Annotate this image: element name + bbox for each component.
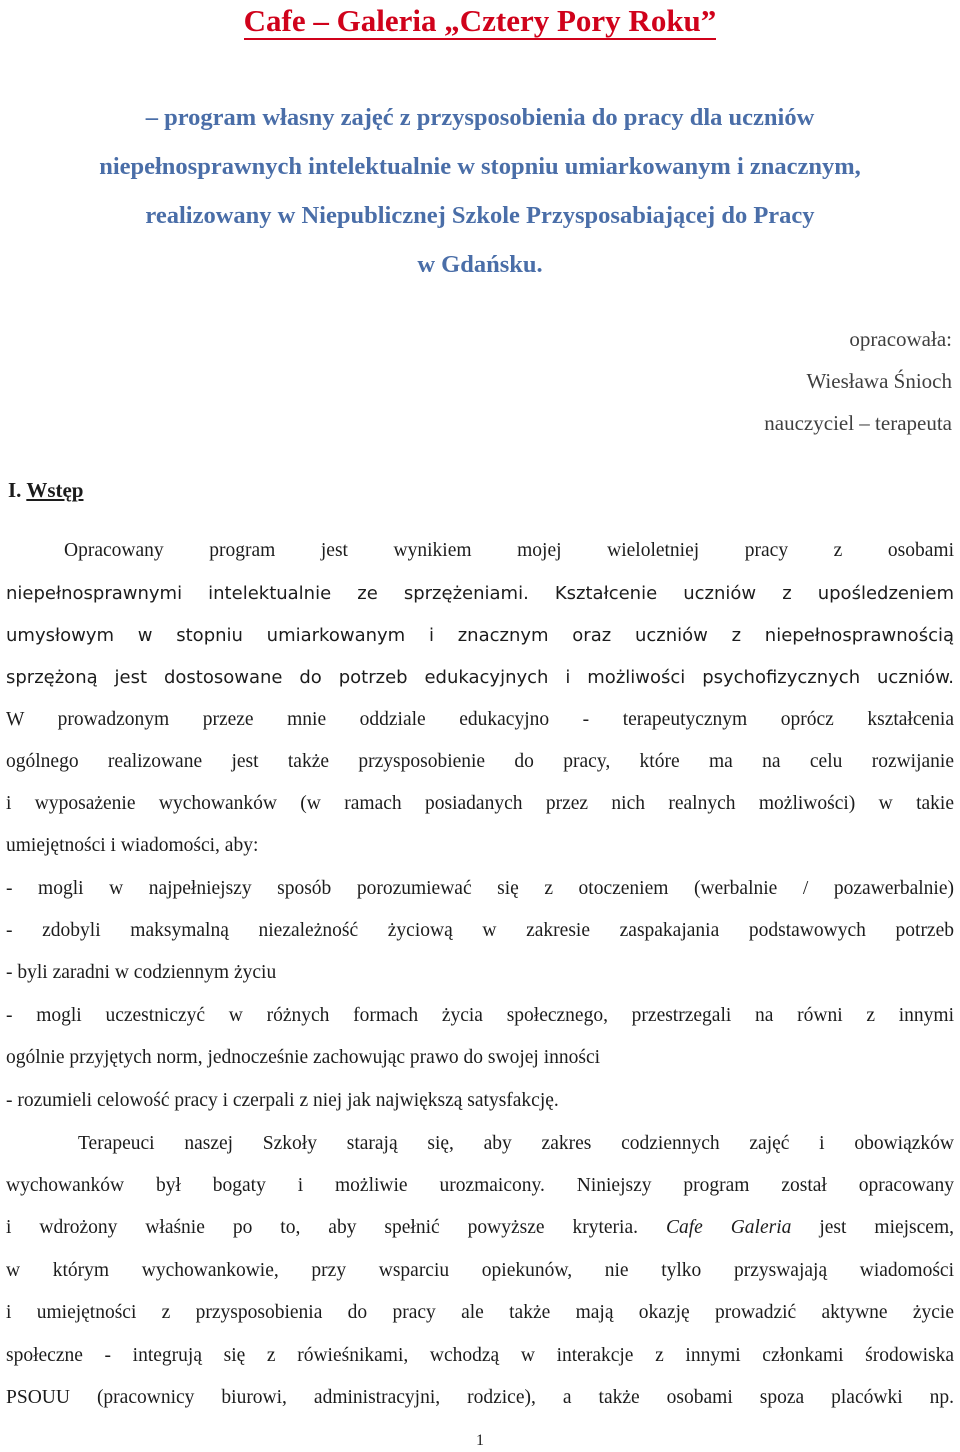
subtitle-line-3: realizowany w Niepublicznej Szkole Przysposabiającej do Pracy — [145, 202, 815, 229]
paragraph-line: Opracowany program jest wynikiem mojej wieloletniej pracy z osobami — [64, 540, 954, 561]
paragraph-line: w którym wychowankowie, przy wsparciu opiekunów, nie tylko przyswajają wiadomości — [6, 1260, 954, 1281]
paragraph-line: i wyposażenie wychowanków (w ramach posiadanych przez nich realnych możliwości) w takie — [6, 793, 954, 814]
page-number: 1 — [476, 1432, 484, 1449]
subtitle-line-1: – program własny zajęć z przysposobienia do pracy dla uczniów — [145, 104, 815, 131]
subtitle-line-2: niepełnosprawnych intelektualnie w stopniu umiarkowanym i znacznym, — [99, 153, 861, 180]
list-item: - byli zaradni w codziennym życiu — [6, 962, 277, 983]
author-role: nauczyciel – terapeuta — [764, 411, 952, 435]
author-name: Wiesława Śnioch — [806, 369, 952, 393]
paragraph-line: niepełnosprawnymi intelektualnie ze sprzężeniami. Kształcenie uczniów z upośledzeniem — [6, 583, 954, 604]
list-item-continuation: ogólnie przyjętych norm, jednocześnie zachowując prawo do swojej inności — [6, 1047, 601, 1068]
list-item: - mogli uczestniczyć w różnych formach życia społecznego, przestrzegali na równi z innymi — [6, 1005, 954, 1026]
document-title — [0, 0, 960, 42]
paragraph-text: jest miejscem, — [819, 1217, 954, 1238]
paragraph-line: umiejętności i wiadomości, aby: — [6, 835, 259, 856]
document-title-text: Cafe – Galeria „Cztery Pory Roku” — [243, 3, 717, 38]
section-number: I. — [8, 478, 22, 502]
paragraph-line: sprzężoną jest dostosowane do potrzeb edukacyjnych i możliwości psychofizycznych uczniów. — [6, 667, 954, 688]
paragraph-line: Terapeuci naszej Szkoły starają się, aby zakres codziennych zajęć i obowiązków — [78, 1133, 954, 1154]
paragraph-line: W prowadzonym przeze mnie oddziale edukacyjno - terapeutycznym oprócz kształcenia — [6, 709, 954, 730]
paragraph-line — [6, 1215, 954, 1241]
paragraph-line: i umiejętności z przysposobienia do pracy ale także mają okazję prowadzić aktywne życie — [6, 1302, 954, 1323]
paragraph-line: społeczne - integrują się z rówieśnikami, wchodzą w interakcje z innymi członkami środowiska — [6, 1345, 954, 1366]
section-title: Wstęp — [26, 478, 84, 502]
paragraph-line: wychowanków był bogaty i możliwie urozmaicony. Niniejszy program został opracowany — [6, 1175, 954, 1196]
subtitle-line-4: w Gdańsku. — [417, 251, 543, 278]
paragraph-line: ogólnego realizowane jest także przysposobienie do pracy, które ma na celu rozwijanie — [6, 751, 954, 772]
list-item: - rozumieli celowość pracy i czerpali z niej jak największą satysfakcję. — [6, 1090, 559, 1111]
paragraph-line: PSOUU (pracownicy biurowi, administracyjni, rodzice), a także osobami spoza placówki np. — [6, 1387, 954, 1408]
paragraph-text: i wdrożony właśnie po to, aby spełnić powyższe kryteria. — [6, 1217, 638, 1238]
section-heading — [8, 478, 83, 503]
author-label: opracowała: — [849, 327, 952, 351]
list-item: - mogli w najpełniejszy sposób porozumiewać się z otoczeniem (werbalnie / pozawerbalnie) — [6, 878, 954, 899]
paragraph-line: umysłowym w stopniu umiarkowanym i znacznym oraz uczniów z niepełnosprawnością — [6, 625, 954, 646]
list-item: - zdobyli maksymalną niezależność życiową w zakresie zaspakajania podstawowych potrzeb — [6, 920, 954, 941]
cafe-galeria-italic: Cafe Galeria — [665, 1217, 792, 1238]
